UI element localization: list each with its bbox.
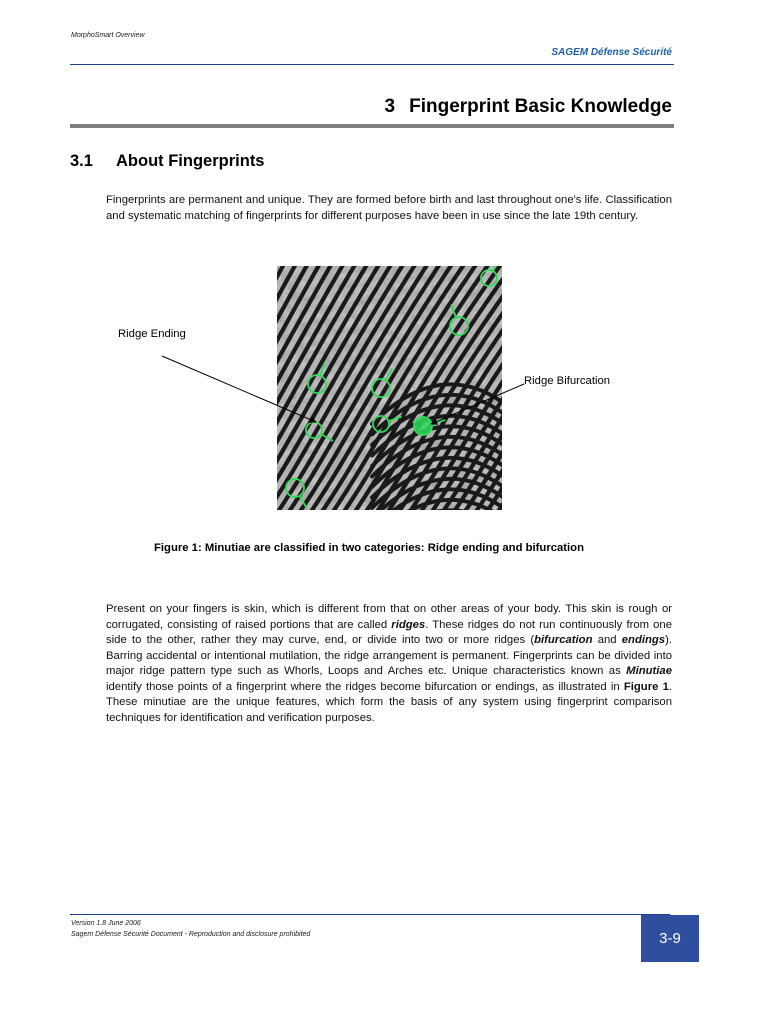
section-title: About Fingerprints: [116, 152, 265, 170]
footer-version: Version 1.8 June 2006: [71, 920, 141, 927]
figure-reference: Figure 1: [623, 680, 669, 693]
footer-divider: [70, 914, 670, 915]
page-number: 3-9: [659, 930, 681, 947]
header-document-name: MorphoSmart Overview: [71, 32, 145, 39]
section-heading: [70, 152, 264, 171]
figure-caption: Figure 1: Minutiae are classified in two categories: Ridge ending and bifurcation: [154, 542, 584, 554]
term-bifurcation: bifurcation: [534, 634, 593, 646]
fingerprint-image: [277, 266, 502, 510]
page-number-badge: [641, 915, 699, 962]
header-company-name: SAGEM Défense Sécurité: [551, 47, 672, 58]
chapter-divider: [70, 124, 674, 128]
body-text-3: ). Barring accidental or intentional mutilation, the ridge arrangement is permanent. Fingerprints can be divided into major ridge pattern type such as Whorls, Loops and Arches etc. Unique characteristics known as: [106, 634, 672, 677]
term-minutiae: Minutiae: [626, 665, 672, 677]
body-text-2: . These ridges do not run continuously from one side to the other, rather they may curve, end, or divide into two or more ridges (: [106, 618, 672, 646]
body-text-and: and: [592, 634, 622, 646]
section-number: 3.1: [70, 152, 93, 170]
body-text-4: identify those points of a fingerprint where the ridges become bifurcation or endings, as illustrated in: [106, 680, 624, 693]
footer-notice: Sagem Défense Sécurité Document - Reproduction and disclosure prohibited: [71, 931, 311, 938]
header-divider: [70, 64, 674, 65]
term-ridges: ridges: [391, 618, 426, 631]
ridge-bifurcation-label: Ridge Bifurcation: [524, 375, 611, 387]
body-text-1: Present on your fingers is skin, which is different from that on other areas of your body. This skin is rough or corrugated, consisting of raised portions that are called: [106, 603, 672, 631]
body-paragraph: [106, 602, 672, 726]
body-text-5: . These minutiae are the unique features, which form the basis of any system using fingerprint comparison techniques for identification and verification purposes.: [106, 680, 672, 724]
chapter-title-text: Fingerprint Basic Knowledge: [409, 96, 672, 117]
chapter-title: [385, 96, 672, 118]
term-endings: endings: [621, 634, 666, 646]
ridge-ending-label: Ridge Ending: [118, 328, 186, 340]
chapter-number: 3: [384, 96, 396, 117]
intro-paragraph: Fingerprints are permanent and unique. They are formed before birth and last throughout one's life. Classification and systematic matching of fingerprints for different purposes have been in use since the late 19th century.: [106, 194, 672, 222]
